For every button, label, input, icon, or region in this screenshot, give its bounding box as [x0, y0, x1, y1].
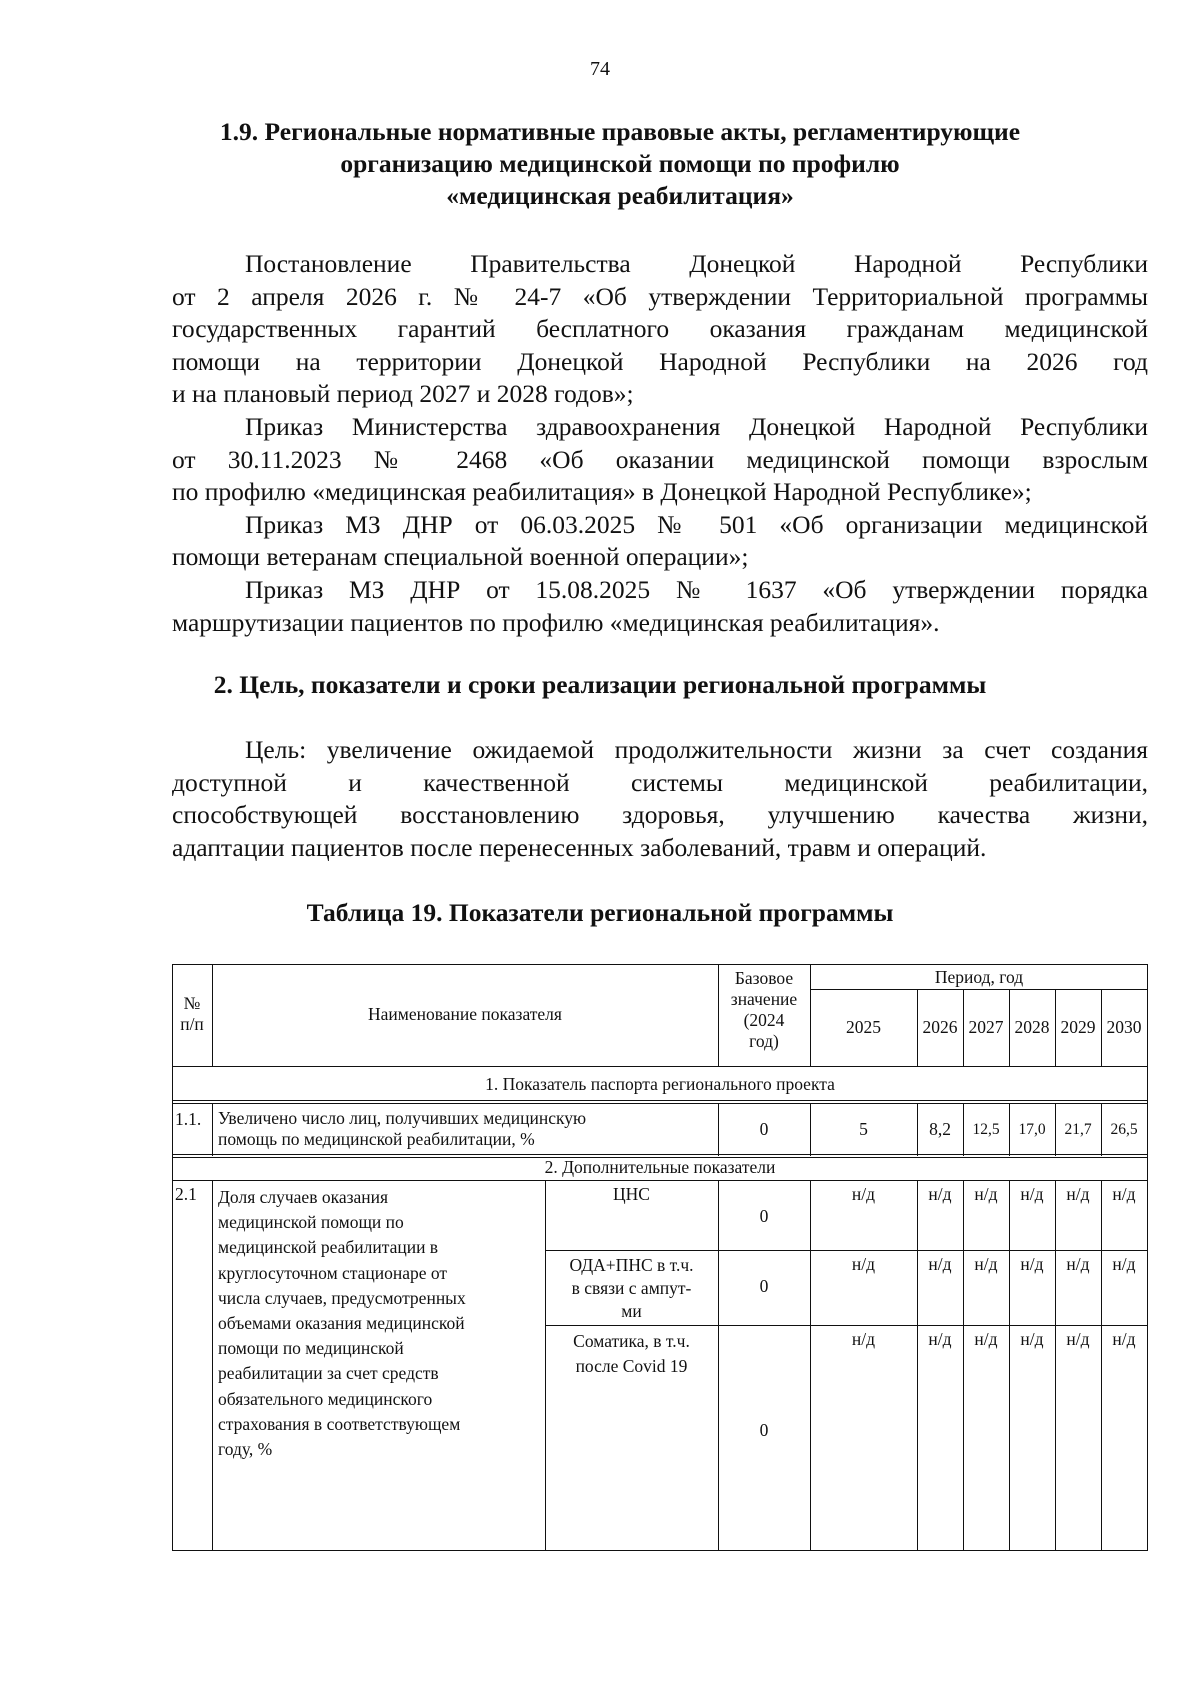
indicator-text: объемами оказания медицинской	[218, 1313, 465, 1334]
sub-category-label	[545, 1254, 718, 1323]
header-period: Период, год	[934, 967, 1024, 987]
header-num	[172, 993, 212, 1035]
body-line: Приказ МЗ ДНР от 15.08.2025 № 1637 «Об утверждении порядка	[245, 574, 1148, 604]
body-line: Приказ Министерства здравоохранения Донецкой Народной Республики	[245, 411, 1148, 441]
year-value: н/д	[928, 1254, 952, 1274]
row-number: 1.1.	[175, 1109, 202, 1129]
indicator-text: помощи по медицинской	[218, 1338, 404, 1359]
year-value: н/д	[851, 1184, 876, 1204]
indicator-text: числа случаев, предусмотренных	[218, 1287, 466, 1308]
body-line: помощи на территории Донецкой Народной Республики на 2026 год	[172, 346, 1148, 376]
table-section-title: 2. Дополнительные показатели	[544, 1157, 776, 1177]
year-value: н/д	[1020, 1184, 1044, 1204]
body-line: государственных гарантий бесплатного оказания гражданам медицинской	[172, 314, 1148, 344]
sub-category-label	[545, 1329, 718, 1379]
body-line: помощи ветеранам специальной военной операции»;	[172, 542, 749, 572]
section-1-9-title	[170, 116, 1070, 212]
body-line: по профилю «медицинская реабилитация» в Донецкой Народной Республике»;	[172, 477, 1032, 507]
sub-category-text: в связи с ампут-	[571, 1278, 692, 1298]
year-value: н/д	[974, 1184, 998, 1204]
table-section-title: 1. Показатель паспорта регионального проекта	[485, 1074, 835, 1094]
row-indicator-name	[218, 1185, 543, 1462]
year-value: 26,5	[1110, 1121, 1138, 1138]
sub-category-text: ОДА+ПНС в т.ч.	[569, 1255, 694, 1275]
year-value: 8,2	[929, 1119, 951, 1139]
body-line: от 2 апреля 2026 г. № 24-7 «Об утверждении Территориальной программы	[172, 281, 1148, 311]
year-value: н/д	[1112, 1329, 1136, 1349]
year-value: н/д	[1066, 1329, 1090, 1349]
section-2-title: 2. Цель, показатели и сроки реализации региональной программы	[213, 670, 987, 699]
indicator-text: обязательного медицинского	[218, 1388, 433, 1409]
goal-paragraph	[172, 734, 1148, 864]
base-value: 0	[759, 1119, 769, 1139]
title-line: организацию медицинской помощи по профилю	[340, 149, 900, 178]
base-value: 0	[759, 1420, 769, 1440]
indicator-text: реабилитации за счет средств	[218, 1363, 439, 1384]
header-text: значение	[730, 989, 798, 1009]
body-line: способствующей восстановлению здоровья, улучшению качества жизни,	[172, 800, 1148, 830]
year-value: н/д	[928, 1184, 952, 1204]
indicator-text: Доля случаев оказания	[218, 1187, 389, 1207]
body-line: доступной и качественной системы медицинской реабилитации,	[172, 767, 1148, 797]
header-text: №	[183, 993, 201, 1013]
header-text: Базовое	[734, 968, 794, 988]
header-year: 2028	[1014, 1017, 1050, 1037]
header-year: 2027	[968, 1017, 1004, 1037]
indicator-text: помощь по медицинской реабилитации, %	[218, 1129, 535, 1149]
indicator-text: Увеличено число лиц, получивших медицинскую	[218, 1108, 587, 1128]
header-year: 2026	[922, 1017, 958, 1037]
year-value: н/д	[1020, 1254, 1044, 1274]
year-value: н/д	[1020, 1329, 1044, 1349]
indicator-text: круглосуточном стационаре от	[218, 1262, 448, 1283]
header-text: п/п	[180, 1014, 204, 1034]
header-year: 2030	[1106, 1017, 1142, 1037]
sub-category-text: после Covid 19	[575, 1356, 688, 1376]
row-number: 2.1	[175, 1184, 197, 1204]
header-name: Наименование показателя	[368, 1004, 562, 1024]
indicator-text: году, %	[218, 1439, 273, 1460]
year-value: н/д	[974, 1254, 998, 1274]
year-value: 5	[859, 1119, 868, 1139]
body-line: и на плановый период 2027 и 2028 годов»;	[172, 379, 634, 409]
body-line: Приказ МЗ ДНР от 06.03.2025 № 501 «Об организации медицинской	[245, 509, 1148, 539]
body-line: маршрутизации пациентов по профилю «медицинская реабилитация».	[172, 607, 940, 637]
body-line: Постановление Правительства Донецкой Народной Республики	[245, 249, 1148, 278]
sub-category-text: ми	[621, 1301, 642, 1321]
header-base	[718, 968, 810, 1052]
row-indicator-name	[218, 1108, 718, 1150]
base-value: 0	[759, 1276, 769, 1296]
sub-category-text: ЦНС	[613, 1184, 650, 1204]
year-value: н/д	[1066, 1184, 1090, 1204]
indicator-text: медицинской реабилитации в	[218, 1237, 439, 1258]
title-line: 1.9. Региональные нормативные правовые акты, регламентирующие	[219, 117, 1021, 146]
section-1-9-body	[172, 248, 1148, 639]
header-text: (2024	[743, 1010, 785, 1030]
year-value: н/д	[1112, 1254, 1136, 1274]
year-value: 17,0	[1018, 1121, 1046, 1138]
indicator-text: страхования в соответствующем	[218, 1413, 461, 1434]
year-value: н/д	[928, 1329, 952, 1349]
base-value: 0	[759, 1206, 769, 1226]
table-caption: Таблица 19. Показатели региональной программы	[306, 898, 894, 927]
indicators-table	[172, 964, 1148, 1551]
year-value: 12,5	[972, 1121, 1000, 1138]
body-line: Цель: увеличение ожидаемой продолжительности жизни за счет создания	[245, 735, 1148, 764]
title-line: «медицинская реабилитация»	[446, 181, 794, 210]
body-line: адаптации пациентов после перенесенных заболеваний, травм и операций.	[172, 832, 987, 862]
header-text: год)	[749, 1031, 779, 1051]
year-value: н/д	[974, 1329, 998, 1349]
year-value: 21,7	[1064, 1121, 1092, 1138]
year-value: н/д	[1066, 1254, 1090, 1274]
indicator-text: медицинской помощи по	[218, 1212, 404, 1233]
body-line: от 30.11.2023 № 2468 «Об оказании медицинской помощи взрослым	[172, 444, 1148, 474]
header-year: 2029	[1060, 1017, 1096, 1037]
page-number: 74	[590, 58, 610, 80]
header-year: 2025	[846, 1017, 881, 1037]
year-value: н/д	[851, 1254, 876, 1274]
sub-category-text: Соматика, в т.ч.	[573, 1331, 690, 1351]
sub-category-label	[545, 1184, 718, 1205]
year-value: н/д	[1112, 1184, 1136, 1204]
year-value: н/д	[851, 1329, 876, 1349]
